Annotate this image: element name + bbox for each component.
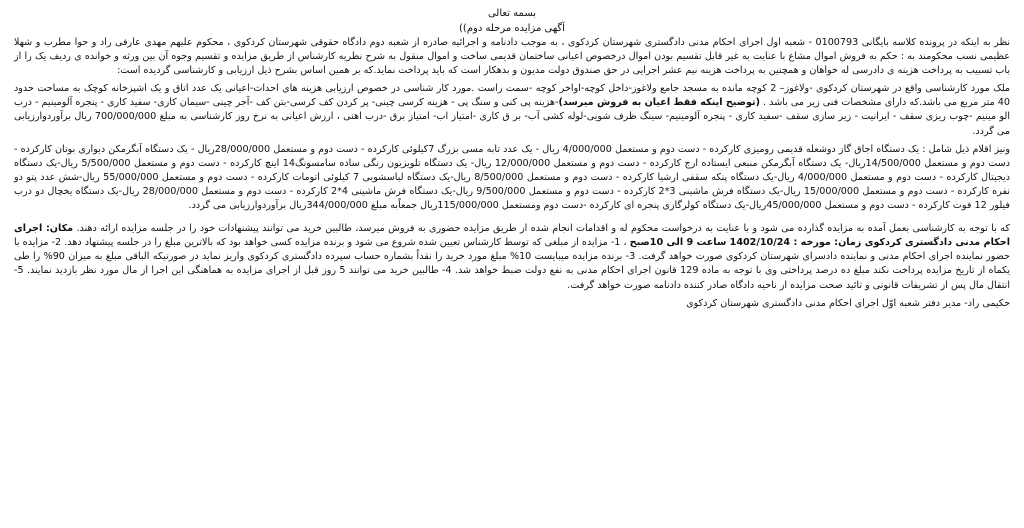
terms-paragraph: [14, 222, 1010, 292]
property-description: ملک مورد کارشناسی واقع در شهرستان کردکوی -ولاغوز– 2 کوچه مانده به مسجد جامع ولاغوز-داخل کوچه-اواخر کوچه -سمت راست .مورد کار شناسی در خصوص ارزیابی هزینه های احداث-اعیانی یک عدد اتاق و یک اشپزخانه کوچک به مساحت حدود 40 متر مربع می باشد.که دارای مشخصات فنی زیر می باشد .: [14, 83, 1011, 109]
property-paragraph: [14, 82, 1010, 138]
terms-intro: که با توجه به کارشناسی بعمل آمده به مزایده گذارده می شود و با عنایت به درخواست محکوم له و اقدامات انجام شده از طریق مزایده حضوری به فروش میرسد، طالبین خرید می توانند پیشنهادات خود را در جلسه مزایده ارائه دهند.: [73, 223, 1010, 235]
auction-conditions: ، 1- مزایده از مبلغی که توسط کارشناس تعیین شده شروع می شود و برنده مزایده کسی خواهد بود که بالاترین مبلغ را در جلسه پیشنهاد دهد. 2- مزایده با حضور نماینده اجرای احکام مدنی و نماینده دادسرای شهرستان کردکوی صورت خواهد گرفت. 3- برنده مزایده میبایست 10% مبلغ مورد خرید را نقداً بشماره حساب سپرده دادگستری کردکوی واریز نماید در صورتیکه الباقی مبلغ به میزان 90% را طی یکماه از تاریخ مزایده پرداخت نکند مبلغ ده درصد پرداختی وی با توجه به ماده 129 قانون اجرای احکام مدنی به نفع دولت ضبط خواهد شد. 4- طالبین خرید می توانند 5 روز قبل از اجرای مزایده به هماهنگی این اجرا از مال مورد نظر بازدید نمایند. 5- انتقال مال پس از تشریفات قانونی و تائید صحت مزایده از ناحیه دادگاه صادر کننده دادنامه صورت خواهد گرفت.: [14, 237, 1011, 291]
movables-paragraph: ونیز اقلام ذیل شامل : یک دستگاه اجاق گاز دوشعله قدیمی رومیزی کارکرده - دست دوم و مستعمل 4/000/000 ریال - یک عدد تابه مسی بزرگ 7کیلوئی کارکرده - دست دوم و مستعمل 28/000/000ریال - یک دستگاه آبگرمکن دیواری بوتان کارکرده - دست دوم و مستعمل 14/500/000ریال- یک دستگاه آبگرمکن منبعی ایستاده ارج کارکرده - دست دوم و مستعمل 12/000/000 ریال- یک دستگاه تلویزیون رنگی ساده سامسونگ14 اینچ کارکرده - دست دوم و مستعمل 5/500/000 ریال-یک دستگاه دیجیتال کارکرده - دست دوم و مستعمل 4/000/000 ریال-یک دستگاه پنکه سقفی ارشیا کارکرده - دست دوم و مستعمل 8/500/000 ریال-یک دستگاه لباسشویی 7 کیلوئی اتومات کارکرده - دست دوم و مستعمل 55/000/000 ریال-شش عدد پتو دو نفره کارکرده - دست دوم و مستعمل 15/000/000 ریال-یک دستگاه فرش ماشینی 3*2 کارکرده - دست دوم و مستعمل 9/500/000 ریال-یک دستگاه فرش ماشینی 4*2 کارکرده - دست دوم و مستعمل 28/000/000 ریال-یک دستگاه یخچال دو درب فیلور 12 فوت کارکرده - دست دوم و مستعمل 45/000/000ریال-یک دستگاه کولرگازی پنجره ای کارکرده -دست دوم ومستعمل 115/000/000ریال جمعاًبه مبلغ 344/000/000ریال برآوردوارزیابی می گردد.: [14, 143, 1010, 212]
auction-notice: [6, 0, 1018, 528]
intro-paragraph: نظر به اینکه در پرونده کلاسه بایگانی 0100793 - شعبه اول اجرای احکام مدنی دادگستری شهرستان کردکوی ، به موجب دادنامه و اجرائیه صادره از شعبه دوم دادگاه حقوقی شهرستان کردکوی ، محکوم علیهم مهدی عارفی راد و حوا مطرب و شهلا عظیمی نسب محکومند به : حکم به فروش اموال مشاع با عنایت به غیر قابل تقسیم بودن اموال درخصوص اعیانی ساختمان قدیمی ساخت و اموال منقول به شرح نظریه کارشناس از طریق مزایده و تقسیم وجوه آن بین ورثه و خوانده ی ردیف یک را از باب تسبیب به پرداخت هزینه ی دادرسی له خواهان و همچنین به پرداخت هزینه نیم عشر اجرایی در حق صندوق دولت مدیون و بدهکار است که باید پرداخت نماید.که بر همین اساس بشرح ذیل ارزیابی و کارشناسی گردیده است:: [14, 37, 1010, 77]
property-note: (توضیح اینکه فقط اعیان به فروش میرسد): [558, 97, 760, 109]
auction-place-time: مکان: اجرای احکام مدنی دادگستری کردکوی زمان: مورخه : 1402/10/24 ساعت 9 الی 10صبح: [14, 223, 1011, 249]
notice-title: آگهی مزایده مرحله دوم)): [459, 23, 565, 34]
signature-line: حکیمی راد- مدیر دفتر شعبه اوّل اجرای احکام مدنی دادگستری شهرستان کردکوی: [686, 297, 1010, 309]
invocation-heading: بسمه تعالی: [487, 8, 537, 19]
property-valuation: -هزینه پی کنی و سنگ پی - هزینه کرسی چینی- پر کردن کف کرسی-بتن کف -آجر چینی -سیمان کاری- سفید کاری - پنجره آلومینیم - درب الو مینیم -چوب ریزی سقف - ایرانیت - زیر سازی سقف -سفید کاری - پنجره آلومینیم- سینگ ظرف شویی-لوله کشی آب- بر ق کاری -امتیاز اب- امتیاز برق -درب اهنی ، ارزش اعیانی به نرخ روز کارشناسی به مبلغ 700/000/000 ریال برآوردوارزیابی می گردد.: [14, 97, 1010, 137]
